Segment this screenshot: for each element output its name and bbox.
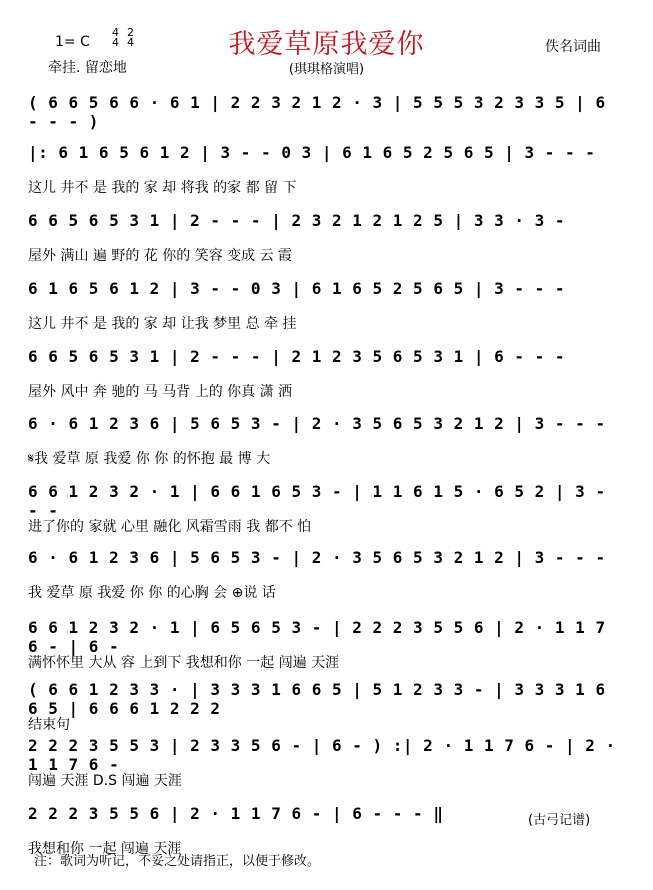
time-signature-2-4: 2 4 [127, 26, 134, 49]
copyist-credit: (古弓记谱) [528, 813, 591, 828]
notes: 2 2 2 3 5 5 3 | 2 3 3 5 6 - | 6 - ) :| 2 · 1 1 7 6 - | 2 · 1 1 7 6 - [28, 736, 616, 774]
notes: 6 6 5 6 5 3 1 | 2 - - - | 2 1 2 3 5 6 5 3 1 | 6 - - - [28, 347, 566, 366]
time-signature-4-4: 4 4 [112, 26, 119, 49]
score-line-2 [28, 143, 618, 203]
score-line-4 [28, 279, 618, 339]
singer-credit: (琪琪格演唱) [288, 62, 365, 77]
notes: 6 1 6 5 6 1 2 | 3 - - 0 3 | 6 1 6 5 2 5 6 5 | 3 - - - [28, 279, 566, 298]
notes: 6 6 1 2 3 2 · 1 | 6 5 6 5 3 - | 2 2 2 3 5 5 6 | 2 · 1 1 7 6 - | 6 - [28, 618, 606, 656]
lyric: 这儿 井不 是 我的 家 却 将我 的家 都 留 下 [28, 180, 297, 196]
notes: 6 · 6 1 2 3 6 | 5 6 5 3 - | 2 · 3 5 6 5 3 2 1 2 | 3 - - - [28, 548, 606, 567]
score-line-3 [28, 211, 618, 271]
lyric: 结束句 [28, 717, 70, 733]
lyric: 我想和你 一起 闯遍 天涯 [28, 841, 182, 857]
score-line-10 [28, 680, 618, 740]
lyric: 进了你的 家就 心里 融化 风霜雪雨 我 都不 怕 [28, 519, 312, 535]
expression-mark: 牵挂. 留恋地 [48, 60, 127, 76]
score-line-6 [28, 414, 618, 474]
lyric: 这儿 井不 是 我的 家 却 让我 梦里 总 牵 挂 [28, 316, 297, 332]
lyric: 屋外 风中 奔 驰的 马 马背 上的 你真 潇 洒 [28, 384, 293, 400]
notes: ( 6 6 5 6 6 · 6 1 | 2 2 3 2 1 2 · 3 | 5 5 5 3 2 3 3 5 | 6 - - - ) [28, 93, 606, 131]
notes: ( 6 6 1 2 3 3 · | 3 3 3 1 6 6 5 | 5 1 2 3 3 - | 3 3 3 1 6 6 5 | 6 6 6 1 2 2 2 [28, 680, 606, 718]
key-signature: 1= C [55, 34, 90, 50]
score-line-11 [28, 736, 618, 796]
song-title: 我爱草原我爱你 [228, 29, 425, 60]
lyric: 我 爱草 原 我爱 你 你 的心胸 会 ⊕说 话 [28, 585, 276, 601]
lyric: 屋外 满山 遍 野的 花 你的 笑容 变成 云 霞 [28, 248, 293, 264]
score-line-7 [28, 482, 618, 542]
lyric: 𝄋我 爱草 原 我爱 你 你 的怀抱 最 博 大 [28, 451, 271, 467]
score-line-9 [28, 618, 618, 678]
notes: 6 6 5 6 5 3 1 | 2 - - - | 2 3 2 1 2 1 2 5 | 3 3 · 3 - [28, 211, 566, 230]
notes: 6 6 1 2 3 2 · 1 | 6 6 1 6 5 3 - | 1 1 6 1 5 · 6 5 2 | 3 - - - [28, 482, 606, 520]
notes: 2 2 2 3 5 5 6 | 2 · 1 1 7 6 - | 6 - - - ‖ [28, 804, 444, 823]
notes: |: 6 1 6 5 6 1 2 | 3 - - 0 3 | 6 1 6 5 2 5 6 5 | 3 - - - [28, 143, 596, 162]
footnote: 注：歌词为听记，不妥之处请指正，以便于修改。 [34, 854, 321, 869]
lyric: 闯遍 天涯 D.S 闯遍 天涯 [28, 773, 182, 789]
score-line-5 [28, 347, 618, 407]
lyric: 满怀怀里 大从 容 上到下 我想和你 一起 闯遍 天涯 [28, 655, 340, 671]
notes: 6 · 6 1 2 3 6 | 5 6 5 3 - | 2 · 3 5 6 5 3 2 1 2 | 3 - - - [28, 414, 606, 433]
author-credit: 佚名词曲 [545, 39, 601, 55]
score-line-8 [28, 548, 618, 608]
